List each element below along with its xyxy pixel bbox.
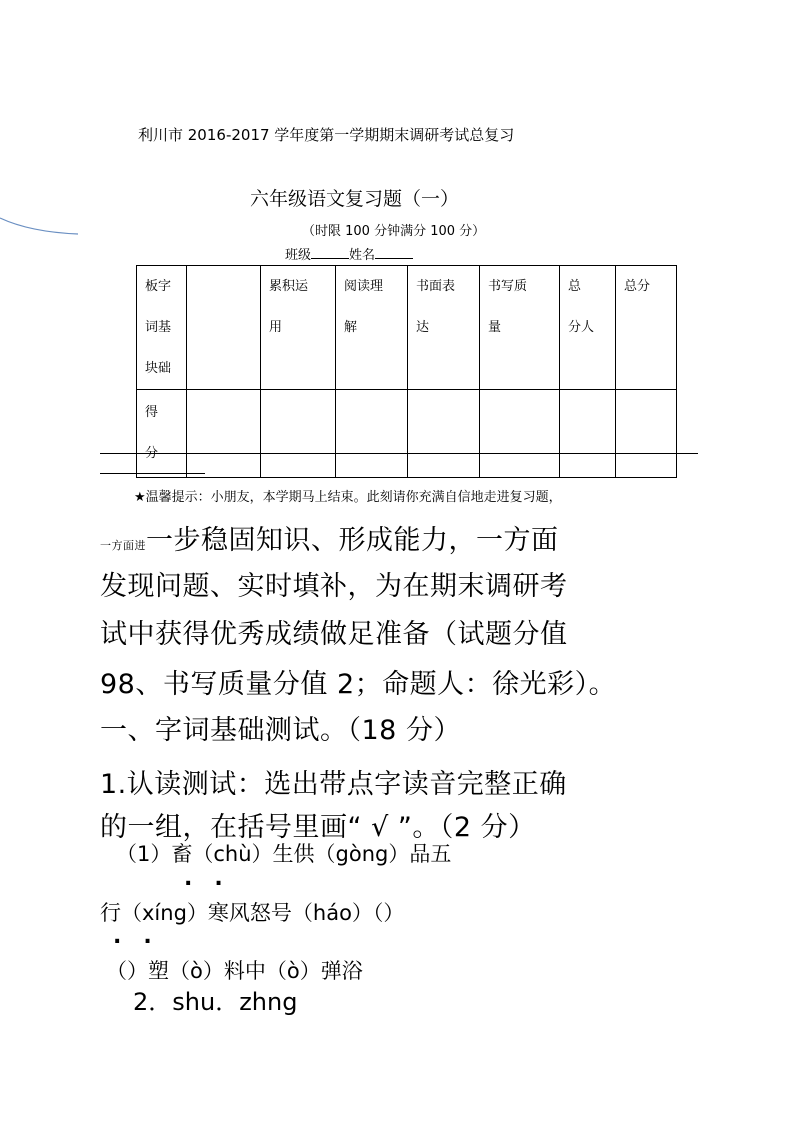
intro-line-2: 发现问题、实时填补，为在期末调研考 (100, 571, 568, 602)
table-header-cell: 总 分人 (560, 266, 616, 390)
score-cell[interactable] (261, 390, 336, 478)
table-header-cell: 书面表 达 (408, 266, 480, 390)
option-1: （1）畜（chù）生供（gòng）品五 (116, 842, 452, 866)
table-header-cell: 总分 (616, 266, 677, 390)
score-cell[interactable] (560, 390, 616, 478)
table-score-row (137, 390, 677, 478)
question-1-line-2: 的一组，在括号里画“ √ ”。（2 分） (100, 812, 536, 843)
score-table (136, 265, 677, 478)
score-cell[interactable] (336, 390, 408, 478)
score-cell[interactable] (187, 390, 261, 478)
class-name-line (285, 244, 413, 263)
table-header-cell: 板字词基 块础 (137, 266, 187, 390)
score-row-label: 得 分 (137, 390, 187, 478)
intro-line-3: 试中获得优秀成绩做足准备（试题分值 (100, 619, 568, 650)
name-blank[interactable] (375, 246, 413, 259)
table-header-cell: 书写质 量 (480, 266, 560, 390)
question-1-line-1: 1.认读测试：选出带点字读音完整正确 (100, 769, 567, 800)
table-header-cell: 累积运 用 (261, 266, 336, 390)
score-cell[interactable] (616, 390, 677, 478)
page-subtitle: （时限 100 分钟满分 100 分） (302, 224, 486, 239)
intro-line-1: 一方面进一步稳固知识、形成能力，一方面 (100, 525, 559, 556)
intro-lead: 一方面进 (100, 539, 146, 552)
score-cell[interactable] (408, 390, 480, 478)
emphasis-dots: .. (113, 924, 174, 949)
score-cell[interactable] (480, 390, 560, 478)
name-label: 姓名 (349, 248, 376, 263)
table-header-cell (187, 266, 261, 390)
table-header-cell: 阅读理 解 (336, 266, 408, 390)
divider-short (100, 473, 205, 474)
decorative-curve (0, 200, 90, 250)
question-2: 2．shu．zhng (133, 988, 298, 1016)
tip-text: ★温馨提示：小朋友，本学期马上结束。此刻请你充满自信地走进复习题， (134, 490, 562, 505)
header-line: 利川市 2016-2017 学年度第一学期期末调研考试总复习 (138, 126, 515, 144)
intro-line-4: 98、书写质量分值 2；命题人：徐光彩）。 (100, 669, 617, 700)
option-2: （）塑（ò）料中（ò）弹浴 (106, 959, 363, 983)
divider-long (100, 453, 698, 454)
section-heading: 一、字词基础测试。（18 分） (100, 715, 461, 746)
table-header-row (137, 266, 677, 390)
class-blank[interactable] (311, 246, 349, 259)
page-title: 六年级语文复习题（一） (250, 188, 460, 210)
class-label: 班级 (285, 248, 312, 263)
option-1-continued: 行（xíng）寒风怒号（háo）（） (100, 901, 405, 925)
emphasis-dots: .. (184, 866, 245, 891)
